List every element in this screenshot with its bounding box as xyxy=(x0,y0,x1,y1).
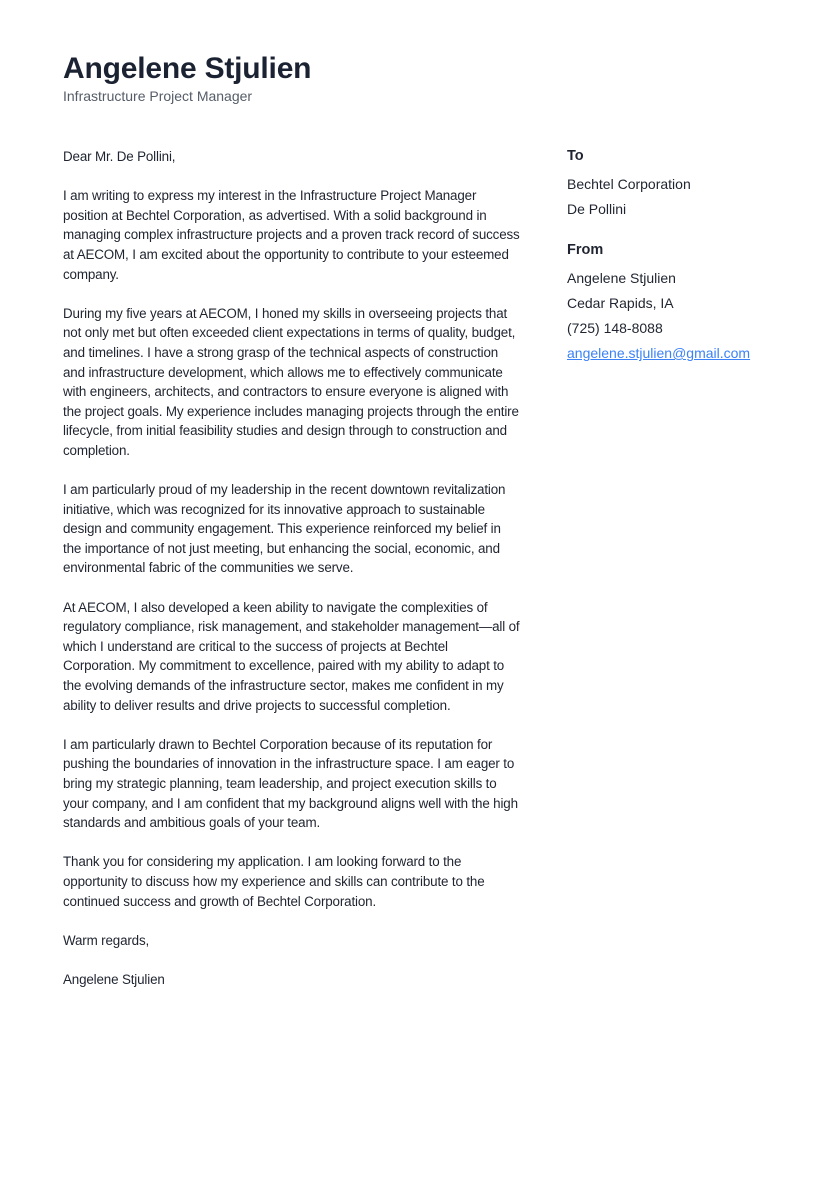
paragraph: At AECOM, I also developed a keen ability to navigate the complexities of regulatory compliance, risk management, and stakeholder management—all of which I understand are critical to the success of projects at Bechtel Corporation. My commitment to excellence, paired with my ability to adapt to the evolving demands of the infrastructure sector, makes me confident in my ability to deliver results and drive projects to successful completion. xyxy=(63,599,520,713)
sender-name: Angelene Stjulien xyxy=(567,270,676,286)
salutation: Dear Mr. De Pollini, xyxy=(63,149,176,164)
paragraph: I am writing to express my interest in the Infrastructure Project Manager position at Bechtel Corporation, as advertised. With a solid background in managing complex infrastructure projects and a proven track record of success at AECOM, I am excited about the opportunity to contribute to your esteemed company. xyxy=(63,188,520,282)
sender-location: Cedar Rapids, IA xyxy=(567,295,674,311)
applicant-title: Infrastructure Project Manager xyxy=(63,88,253,104)
paragraph: During my five years at AECOM, I honed my skills in overseeing projects that not only met but often exceeded client expectations in terms of quality, budget, and timelines. I have a strong grasp of the technical aspects of construction and infrastructure development, which allows me to effectively communicate with engineers, architects, and contractors to ensure everyone is aligned with the project goals. My experience includes managing projects through the entire lifecycle, from initial feasibility studies and design through to construction and completion. xyxy=(63,305,519,458)
paragraph: Thank you for considering my application. I am looking forward to the opportunity to discuss how my experience and skills can contribute to the continued success and growth of Bechtel Corporation. xyxy=(63,854,485,909)
from-heading: From xyxy=(567,242,604,258)
recipient-name: De Pollini xyxy=(567,201,627,217)
sender-email-link[interactable]: angelene.stjulien@gmail.com xyxy=(567,345,751,361)
to-section xyxy=(567,148,797,222)
letter-body xyxy=(63,147,521,1009)
paragraph: I am particularly proud of my leadership in the recent downtown revitalization initiative, which was recognized for its innovative approach to sustainable design and community engagement. This experience reinforced my belief in the importance of not just meeting, but enhancing the social, economic, and environmental fabric of the communities we serve. xyxy=(63,482,506,576)
signature: Angelene Stjulien xyxy=(63,971,165,987)
sidebar xyxy=(567,148,797,386)
paragraph: I am particularly drawn to Bechtel Corporation because of its reputation for pushing the boundaries of innovation in the infrastructure space. I am eager to bring my strategic planning, team leadership, and project execution skills to your company, and I am confident that my background aligns well with the high standards and ambitious goals of your team. xyxy=(63,736,518,831)
from-section xyxy=(567,242,797,366)
recipient-company: Bechtel Corporation xyxy=(567,176,691,192)
sender-phone: (725) 148-8088 xyxy=(567,320,663,336)
to-heading: To xyxy=(567,148,584,164)
applicant-name: Angelene Stjulien xyxy=(63,52,312,85)
closing: Warm regards, xyxy=(63,932,150,948)
